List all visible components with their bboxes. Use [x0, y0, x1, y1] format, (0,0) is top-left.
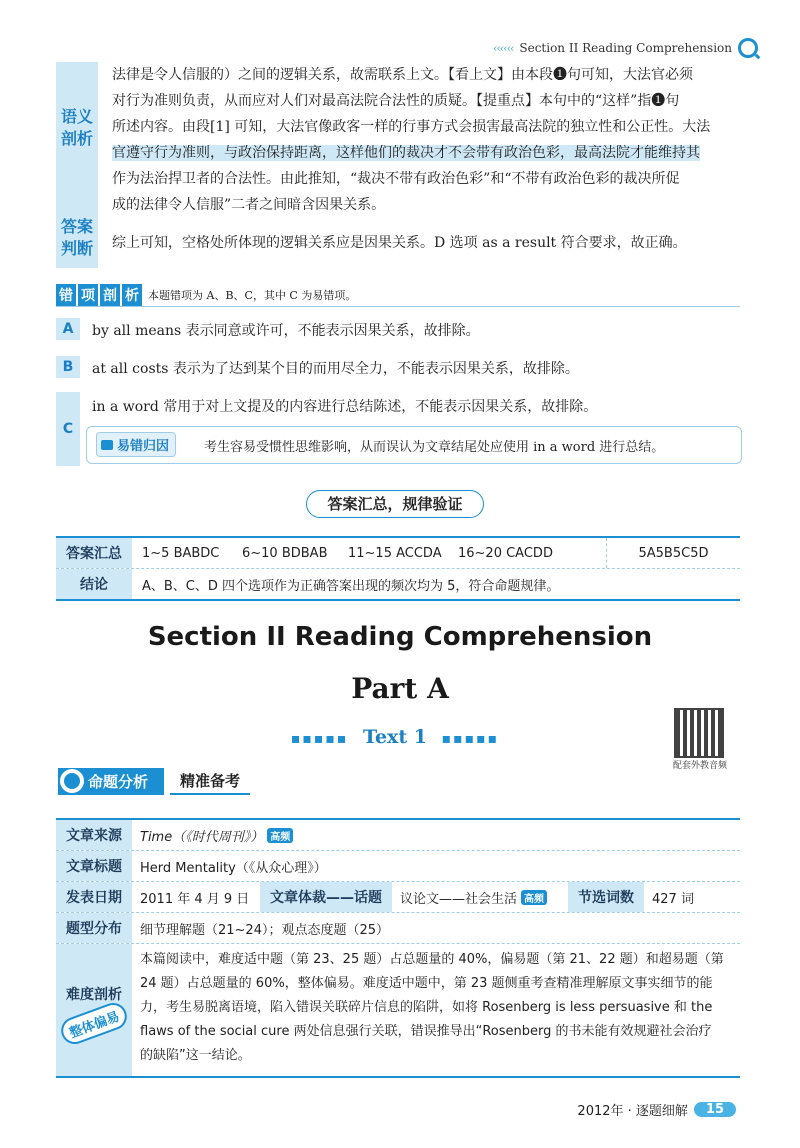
date-value: 2011 年 4 月 9 日 — [140, 891, 250, 907]
divider — [56, 306, 740, 307]
summary-row-label: 答案汇总 — [56, 538, 132, 568]
mingti-title: 命题分析 — [58, 768, 164, 795]
running-header — [493, 38, 758, 58]
freq-badge: 高频 — [521, 890, 547, 905]
yiyi-line: 所述内容。由段[1] 可知，大法官像政客一样的行事方式会损害最高法院的独立性和公正性。大法 — [112, 119, 711, 135]
footer-text: 2012年 · 逐题细解 — [577, 1104, 688, 1119]
yiyi-paragraph — [112, 62, 752, 218]
info-label: 文章标题 — [56, 851, 132, 881]
difficulty-label-cell — [56, 944, 132, 1076]
summary-pill: 答案汇总，规律验证 — [306, 490, 484, 518]
answer-count: 5A5B5C5D — [638, 545, 709, 561]
daan-tag — [56, 212, 98, 268]
summary-table — [56, 536, 740, 601]
difficulty-stamp: 整体偏易 — [57, 999, 130, 1048]
difficulty-line: 本篇阅读中，难度适中题（第 23、25 题）占总题量的 40%，偏易题（第 21、22 题）和超易题（第 — [140, 952, 724, 967]
cause-text: 考生容易受惯性思维影响，从而误认为文章结尾处应使用 in a word 进行总结。 — [204, 440, 665, 455]
cuoxiang-char: 项 — [78, 284, 98, 306]
qr-caption: 配套外教音频 — [672, 761, 727, 771]
words-value: 427 词 — [652, 891, 694, 907]
option-letter-b: B — [56, 356, 80, 378]
footer — [577, 1100, 736, 1119]
yiyi-line: 法律是令人信服的）之间的逻辑关系，故需联系上文。【看上文】由本段❶句可知，大法官必须 — [112, 67, 693, 83]
types-value: 细节理解题（21~24）；观点态度题（25） — [140, 922, 390, 938]
info-row-title — [56, 850, 740, 881]
cuoxiang-char: 析 — [122, 284, 142, 306]
info-label: 文章体裁——话题 — [260, 882, 392, 912]
info-label: 发表日期 — [56, 882, 132, 912]
title-value: Herd Mentality（《从众心理》） — [140, 860, 327, 876]
info-label: 题型分布 — [56, 913, 132, 943]
answer-range: 11~15 ACCDA — [348, 545, 442, 561]
daan-tag-line2: 判断 — [60, 239, 93, 258]
info-label: 节选词数 — [568, 882, 644, 912]
cuoxiang-char: 错 — [56, 284, 76, 306]
option-letter-a: A — [56, 318, 80, 340]
option-a-text: by all means 表示同意或许可，不能表示因果关系，故排除。 — [92, 323, 480, 339]
arrows-icon: ‹‹‹‹‹‹ — [492, 41, 514, 55]
cuoxiang-note: 本题错项为 A、B、C，其中 C 为易错项。 — [148, 289, 357, 302]
yiyi-tag-line2: 剖析 — [60, 129, 93, 148]
header-title: Section II Reading Comprehension — [519, 41, 732, 55]
info-row-difficulty — [56, 943, 740, 1076]
yiyi-line: 对行为准则负责，从而应对人们对最高法院合法性的质疑。【提重点】本句中的“这样”指❶句 — [112, 93, 680, 109]
dots-decoration: ▪▪▪▪▪ — [441, 731, 500, 747]
part-title: Part A — [351, 672, 449, 705]
search-icon — [738, 38, 758, 58]
source-value: Time（《时代周刊》） — [140, 829, 264, 845]
difficulty-line: 的缺陷”这一结论。 — [140, 1048, 251, 1063]
dots-decoration: ▪▪▪▪▪ — [290, 731, 349, 747]
mingti-subtitle: 精准备考 — [170, 768, 250, 795]
difficulty-text — [132, 944, 732, 1076]
answer-range: 1~5 BABDC — [142, 545, 220, 561]
info-label: 文章来源 — [56, 820, 132, 850]
info-row-source — [56, 820, 740, 850]
cuoxiang-header — [56, 284, 356, 306]
difficulty-line: 24 题）占总题量的 60%，整体偏易。难度适中题中，第 23 题侧重考查精准理解原文事实细节的能 — [140, 976, 713, 991]
daan-tag-line1: 答案 — [60, 217, 93, 236]
yiyi-line: 成的法律令人信服”二者之间暗含因果关系。 — [112, 197, 386, 213]
summary-row-conclusion — [56, 568, 740, 599]
cause-tag — [96, 432, 176, 457]
cuoxiang-char: 剖 — [100, 284, 120, 306]
conclusion-text: A、B、C、D 四个选项作为正确答案出现的频次均为 5，符合命题规律。 — [142, 578, 560, 594]
info-row-date — [56, 881, 740, 912]
answer-range: 6~10 BDBAB — [242, 545, 328, 561]
summary-row-label: 结论 — [56, 569, 132, 599]
freq-badge: 高频 — [267, 828, 293, 843]
option-letter-c: C — [56, 392, 80, 466]
genre-value: 议论文——社会生活 — [400, 891, 518, 907]
yiyi-line-highlight: 官遵守行为准则，与政治保持距离，这样他们的裁决才不会带有政治色彩，最高法院才能维持其 — [112, 145, 700, 161]
option-b-text: at all costs 表示为了达到某个目的而用尽全力，不能表示因果关系，故排除。 — [92, 361, 579, 377]
info-row-types — [56, 912, 740, 943]
yiyi-tag-line1: 语义 — [60, 107, 93, 126]
difficulty-line: flaws of the social cure 两处信息强行关联，错误推导出“Rosenberg 的书未能有效规避社会治疗 — [140, 1024, 712, 1039]
text-title-label: Text 1 — [363, 726, 427, 748]
daan-text: 综上可知，空格处所体现的逻辑关系应是因果关系。D 选项 as a result 符合要求，故正确。 — [112, 235, 687, 251]
summary-row-answers — [56, 538, 740, 568]
option-c-text: in a word 常用于对上文提及的内容进行总结陈述，不能表示因果关系，故排除。 — [92, 399, 598, 415]
cause-tag-label: 易错归因 — [117, 439, 170, 454]
info-label: 难度剖析 — [66, 986, 122, 1003]
difficulty-line: 力，考生易脱离语境，陷入错误关联碎片信息的陷阱，如将 Rosenberg is less persuasive 和 the — [140, 1000, 713, 1015]
cuoxiang-title — [56, 284, 142, 306]
qr-code-icon[interactable] — [674, 708, 724, 758]
info-table — [56, 818, 740, 1078]
note-icon — [101, 440, 113, 450]
page-number: 15 — [694, 1102, 736, 1117]
answer-range: 16~20 CACDD — [458, 538, 607, 568]
mingti-header — [58, 768, 250, 795]
text-title — [0, 726, 790, 748]
yiyi-line: 作为法治捍卫者的合法性。由此推知，“裁决不带有政治色彩”和“不带有政治色彩的裁决所促 — [112, 171, 680, 187]
section-title: Section II Reading Comprehension — [147, 622, 653, 652]
